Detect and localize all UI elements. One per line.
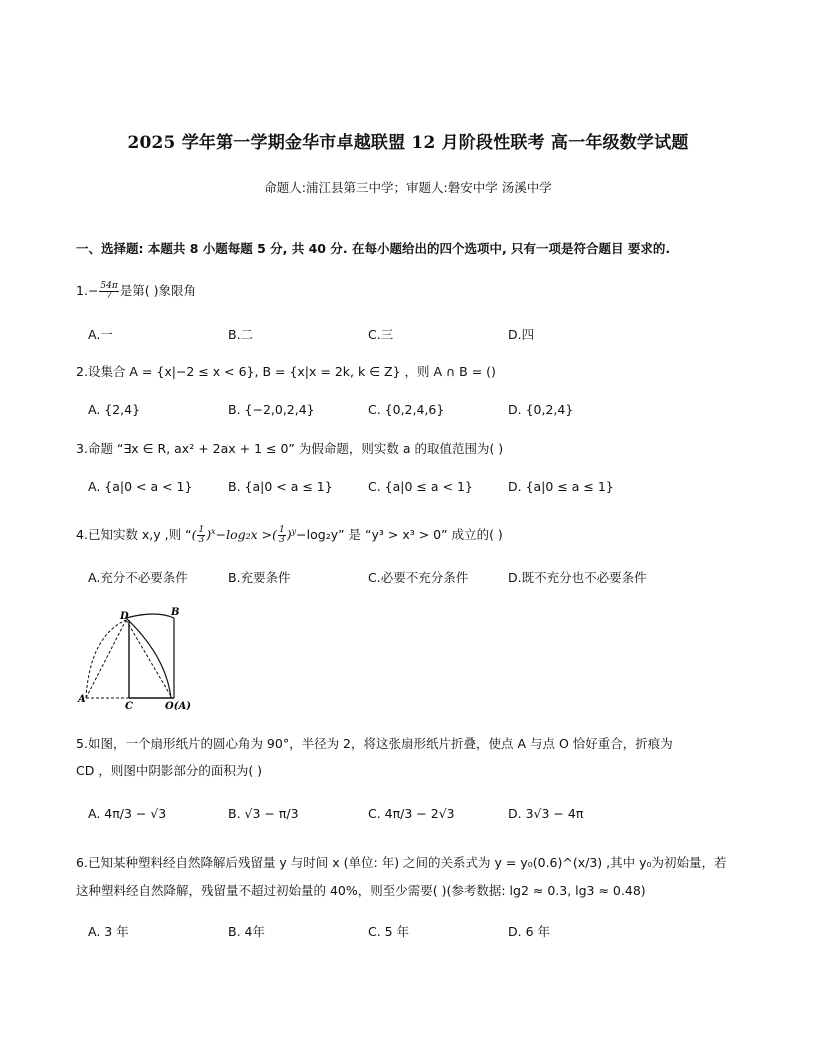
question-1-fraction — [99, 282, 118, 301]
question-number: 4. — [76, 527, 88, 543]
question-3-options — [88, 479, 768, 497]
exponent-x: x — [211, 527, 216, 536]
fraction-numerator: 1 — [198, 525, 205, 536]
question-4-text-b: −log₂x > — [215, 527, 273, 543]
question-5-text-2: CD ，则图中阴影部分的面积为( ) — [76, 763, 263, 778]
option-d[interactable]: D.四 — [508, 327, 535, 342]
question-6-text-2: 这种塑料经自然降解，残留量不超过初始量的 40%，则至少需要( )(参考数据: lg2 ≈ 0.3, lg3 ≈ 0.48) — [76, 883, 646, 898]
question-1-prefix: − — [87, 283, 99, 298]
label-c: C — [125, 701, 133, 710]
option-c[interactable]: C. 5 年 — [368, 924, 410, 939]
option-d[interactable]: D. {0,2,4} — [508, 402, 574, 417]
option-a[interactable]: A. {2,4} — [88, 402, 141, 417]
option-d[interactable]: D. {a|0 ≤ a ≤ 1} — [508, 479, 614, 494]
fraction-denominator: 7 — [106, 291, 112, 301]
option-d[interactable]: D.既不充分也不必要条件 — [508, 570, 647, 585]
question-1-options — [88, 325, 768, 343]
question-4-fraction-2 — [278, 526, 286, 545]
fraction-numerator: 54π — [100, 281, 118, 291]
shaded-region — [126, 618, 171, 698]
exponent-y: y — [291, 527, 297, 536]
fraction-denominator: 3 — [198, 535, 205, 546]
fraction-denominator: 3 — [279, 535, 285, 546]
label-b: B — [171, 607, 180, 618]
option-c[interactable]: C.必要不充分条件 — [368, 570, 469, 585]
dashed-line-ad — [86, 620, 126, 698]
paren-open: ( — [191, 527, 197, 543]
option-b[interactable]: B. {a|0 < a ≤ 1} — [228, 479, 333, 494]
paren-close: ) — [206, 527, 212, 543]
question-6-line-2 — [76, 882, 646, 900]
option-d[interactable]: D. 3√3 − 4π — [508, 806, 584, 821]
option-a[interactable]: A.充分不必要条件 — [88, 570, 188, 585]
option-d[interactable]: D. 6 年 — [508, 924, 550, 939]
option-b[interactable]: B. {−2,0,2,4} — [228, 402, 315, 417]
question-4-text-a: 已知实数 x,y ,则 “ — [87, 527, 192, 543]
sector-fold-figure — [76, 606, 196, 710]
question-6-line-1 — [76, 854, 727, 872]
question-2 — [76, 363, 496, 381]
option-a[interactable]: A. 3 年 — [88, 924, 129, 939]
question-4-options — [88, 568, 768, 586]
question-3-text: 命题 “∃x ∈ R, ax² + 2ax + 1 ≤ 0” 为假命题，则实数 a 的取值范围为( ) — [87, 441, 504, 456]
question-3 — [76, 440, 503, 458]
paren-close: ) — [286, 527, 292, 543]
option-a[interactable]: A.一 — [88, 327, 113, 342]
question-5-line-1 — [76, 735, 673, 753]
label-a: A — [78, 694, 86, 705]
question-number: 6. — [76, 855, 88, 870]
option-b[interactable]: B.充要条件 — [228, 570, 291, 585]
paren-open: ( — [272, 527, 278, 543]
dashed-arc-ad — [86, 620, 126, 698]
question-number: 1. — [76, 283, 88, 298]
question-4-fraction-1 — [197, 526, 205, 545]
question-5-line-2 — [76, 762, 262, 780]
question-number: 2. — [76, 364, 88, 379]
option-a[interactable]: A. 4π/3 − √3 — [88, 806, 167, 821]
question-5-text-1: 如图，一个扇形纸片的圆心角为 90°，半径为 2，将这张扇形纸片折叠，使点 A 与点 O 恰好重合，折痕为 — [87, 736, 673, 751]
option-a[interactable]: A. {a|0 < a < 1} — [88, 479, 193, 494]
option-c[interactable]: C. 4π/3 − 2√3 — [368, 806, 455, 821]
option-b[interactable]: B. √3 − π/3 — [228, 806, 299, 821]
question-2-options — [88, 402, 768, 420]
label-o: O(A) — [165, 701, 191, 710]
question-1-text: 是第( )象限角 — [119, 283, 197, 298]
option-c[interactable]: C.三 — [368, 327, 394, 342]
question-4-text-c: −log₂y” 是 “y³ > x³ > 0” 成立的( ) — [296, 527, 503, 543]
question-2-text: 设集合 A = {x|−2 ≤ x < 6}, B = {x|x = 2k, k ∈ Z} ，则 A ∩ B = () — [87, 364, 496, 379]
question-number: 5. — [76, 736, 88, 751]
question-5-options — [88, 806, 768, 824]
sector-arc-top — [126, 614, 174, 618]
question-4 — [76, 523, 503, 545]
page-title: 2025 学年第一学期金华市卓越联盟 12 月阶段性联考 高一年级数学试题 — [127, 133, 689, 153]
label-d: D — [120, 611, 129, 622]
fraction-numerator: 1 — [279, 525, 285, 536]
question-6-text-1: 已知某种塑料经自然降解后残留量 y 与时间 x (单位: 年) 之间的关系式为 y = y₀(0.6)^(x/3) ,其中 y₀为初始量，若 — [87, 855, 727, 870]
option-b[interactable]: B.二 — [228, 327, 254, 342]
section-heading: 一、选择题: 本题共 8 小题每题 5 分, 共 40 分. 在每小题给出的四个选项中, 只有一项是符合题目 要求的. — [76, 241, 671, 256]
option-c[interactable]: C. {0,2,4,6} — [368, 402, 445, 417]
page-subtitle: 命题人:浦江县第三中学；审题人:磐安中学 汤溪中学 — [264, 180, 552, 195]
option-b[interactable]: B. 4年 — [228, 924, 265, 939]
option-c[interactable]: C. {a|0 ≤ a < 1} — [368, 479, 473, 494]
question-number: 3. — [76, 441, 88, 456]
question-6-options — [88, 922, 768, 940]
question-1 — [76, 282, 196, 301]
